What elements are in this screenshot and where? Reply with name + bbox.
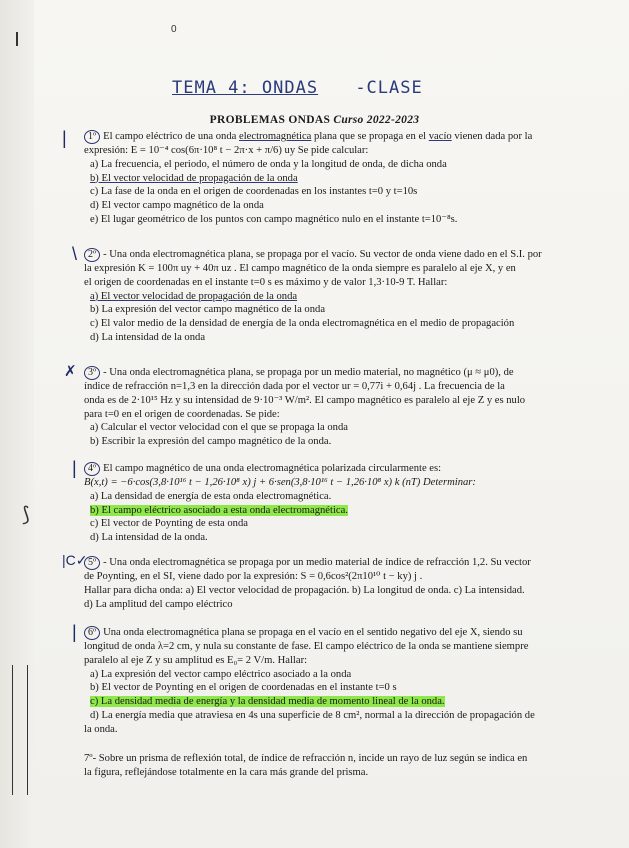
problem-3-line-1: 3º - Una onda electromagnética plana, se propaga por un medio material, no magnético (μ ≈ μ0), de	[84, 366, 584, 380]
document-heading	[0, 114, 629, 126]
problem-1-expression: expresión: E = 10⁻⁴ cos(6π·10⁸ t − 2π·x + π/6) uy Se pide calcular:	[84, 145, 369, 156]
problem-2-item-b: b) La expresión del vector campo magnético de la onda	[90, 304, 326, 316]
handwritten-title-topic: TEMA 4: ONDAS	[172, 78, 319, 98]
problem-2	[84, 248, 584, 345]
problem-3-number: 3º	[84, 366, 100, 380]
problem-3-item-a: a) Calcular el vector velocidad con el que se propaga la onda	[90, 422, 348, 434]
problem-6-item-d-cont: la onda.	[84, 723, 118, 735]
problem-5	[84, 556, 584, 611]
problem-5-line-4: d) La amplitud del campo eléctrico	[84, 598, 233, 610]
problem-6	[84, 626, 584, 737]
problem-3	[84, 366, 584, 449]
problem-5-line-3: Hallar para dicha onda: a) El vector velocidad de propagación. b) La longitud de onda. c) La intensidad.	[84, 584, 525, 596]
problem-1-item-b: b) El vector velocidad de propagación de la onda	[90, 172, 298, 184]
margin-tick-1: |	[62, 128, 67, 148]
problem-6-item-d: d) La energía media que atraviesa en 4s una superficie de 8 cm², normal a la dirección de propagación de	[90, 709, 535, 721]
problem-4-item-a: a) La densidad de energía de esta onda electromagnética.	[90, 490, 332, 502]
problem-5-line-1: 5º - Una onda electromagnética se propaga por un medio material de índice de refracción 1,2. Su vector	[84, 556, 584, 570]
problem-6-item-c	[84, 695, 584, 709]
problem-4-number: 4º	[84, 462, 100, 476]
problem-1-item-c: c) La fase de la onda en el origen de coordenadas en los instantes t=0 y t=10s	[90, 186, 418, 198]
problem-6-item-c-highlight: c) La densidad media de energía y la densidad media de momento lineal de la onda.	[90, 696, 445, 708]
problem-4-line-1: 4º El campo magnético de una onda electromagnética polarizada circularmente es:	[84, 462, 584, 476]
problem-5-number: 5º	[84, 556, 100, 570]
problem-7-line-1: 7º- Sobre un prisma de reflexión total, de índice de refracción n, incide un rayo de luz según se indica en	[84, 753, 528, 764]
problem-2-line-2: la expresión K = 100π uy + 40π uz . El campo magnético de la onda siempre es paralelo al eje X, y en	[84, 263, 516, 274]
problem-1	[84, 130, 584, 227]
problem-1-intro: 1º El campo eléctrico de una onda electromagnética plana que se propaga en el vacío vienen dada por la	[84, 130, 584, 144]
problem-1-number: 1º	[84, 130, 100, 144]
problem-5-line-2: de Poynting, en el SI, viene dado por la expresión: S = 0,6cos²(2π10¹⁰ t − ky) j .	[84, 571, 423, 582]
problem-1-item-d: d) El vector campo magnético de la onda	[90, 200, 264, 212]
margin-tick-2: \	[72, 244, 78, 264]
margin-mark-5: |C✓	[62, 552, 88, 568]
problem-4-item-d: d) La intensidad de la onda.	[90, 532, 208, 544]
handwritten-corner-mark: 0	[171, 24, 177, 35]
problem-7	[84, 752, 584, 780]
problem-4-item-b	[84, 504, 584, 518]
problem-6-item-b: b) El vector de Poynting en el origen de coordenadas en el instante t=0 s	[90, 682, 397, 694]
problem-3-line-3: onda es de 2·10¹⁵ Hz y su intensidad de 9·10⁻³ W/m². El campo magnético es paralelo al eje Z y es nulo	[84, 394, 526, 406]
handwritten-title-class: -CLASE	[355, 78, 423, 98]
problem-1-item-e: e) El lugar geométrico de los puntos con campo magnético nulo en el instante t=10⁻⁸s.	[90, 213, 458, 225]
problem-2-line-1: 2º - Una onda electromagnética plana, se propaga por el vacío. Su vector de onda viene dado en el S.I. por	[84, 248, 584, 262]
problem-4-item-b-highlight: b) El campo eléctrico asociado a esta onda electromagnética.	[90, 504, 348, 516]
margin-tick-4: |	[72, 458, 77, 478]
handwritten-side-note	[12, 665, 28, 795]
problem-3-line-2: índice de refracción n=1,3 en la dirección dada por el vector ur = 0,77i + 0,64j . La frecuencia de la	[84, 381, 505, 392]
problem-7-line-2: la figura, reflejándose totalmente en la cara más grande del prisma.	[84, 766, 369, 778]
problem-4	[84, 462, 584, 545]
problem-2-line-3: el origen de coordenadas en el instante t=0 s es máximo y de valor 1,3·10-9 T. Hallar:	[84, 276, 448, 288]
problem-6-item-a: a) La expresión del vector campo eléctrico asociado a la onda	[90, 668, 352, 680]
problem-6-line-3: paralelo al eje Z y su amplitud es E₀= 2 V/m. Hallar:	[84, 654, 308, 666]
problem-4-item-c: c) El vector de Poynting de esta onda	[90, 518, 248, 530]
problem-6-line-2: longitud de onda λ=2 cm, y nula su constante de fase. El campo eléctrico de la onda se mantiene siempre	[84, 641, 529, 652]
heading-title: PROBLEMAS ONDAS	[209, 114, 331, 126]
problem-6-line-1: 6º Una onda electromagnética plana se propaga en el vacío en el sentido negativo del eje X, siendo su	[84, 626, 584, 640]
problem-2-item-c: c) El valor medio de la densidad de energía de la onda electromagnética en el medio de propagación	[90, 318, 515, 330]
problem-3-item-b: b) Escribir la expresión del campo magnético de la onda.	[90, 436, 332, 448]
corner-stroke	[16, 32, 18, 46]
problem-2-item-a: a) El vector velocidad de propagación de la onda	[90, 290, 298, 302]
problem-1-item-a: a) La frecuencia, el periodo, el número de onda y la longitud de onda, de dicha onda	[90, 158, 447, 170]
margin-bracket: ⟆	[22, 504, 30, 526]
problem-6-number: 6º	[84, 626, 100, 640]
margin-mark-3: ✗	[64, 363, 77, 380]
handwritten-title	[172, 78, 423, 98]
problem-2-number: 2º	[84, 248, 100, 262]
problem-4-line-2: B(x,t) = −6·cos(3,8·10¹⁶ t − 1,26·10⁸ x) j + 6·sen(3,8·10¹⁶ t − 1,26·10⁸ x) k (nT) Determinar:	[84, 477, 476, 488]
problem-3-line-4: para t=0 en el origen de coordenadas. Se pide:	[84, 408, 280, 420]
margin-tick-6: |	[72, 622, 77, 642]
heading-course: Curso 2022-2023	[333, 114, 420, 126]
problem-2-item-d: d) La intensidad de la onda	[90, 331, 206, 343]
